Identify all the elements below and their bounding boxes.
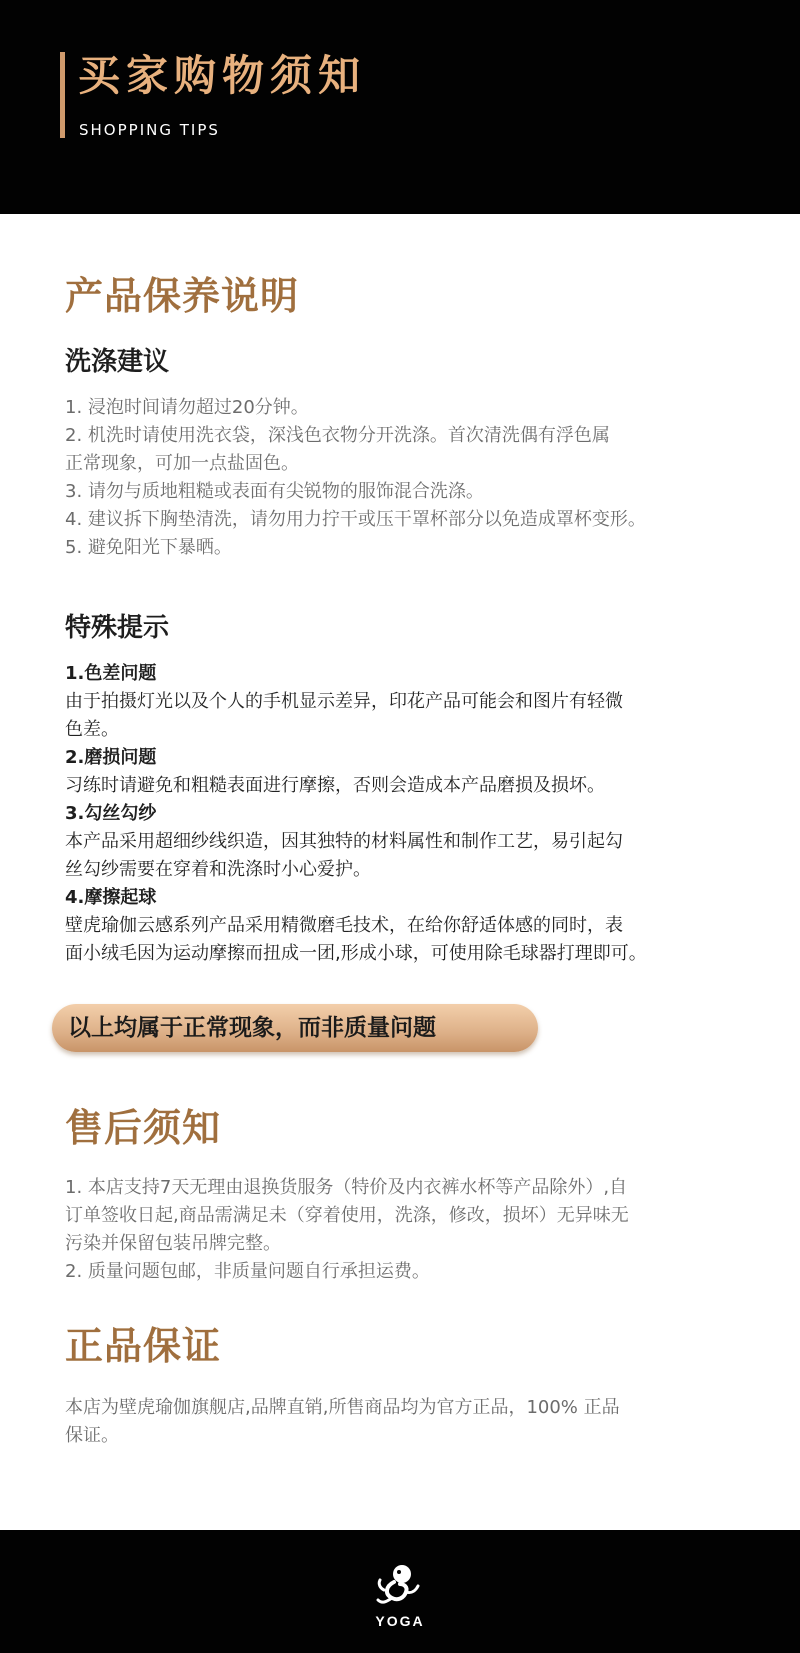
tip-text: 丝勾纱需要在穿着和洗涤时小心爱护。 [65,859,371,880]
tip-label: 1.色差问题 [65,663,157,684]
after-sales-line: 订单签收日起,商品需满足未（穿着使用，洗涤，修改，损坏）无异味无 [65,1205,629,1226]
normal-phenomenon-badge [52,1004,538,1052]
tip-text: 壁虎瑜伽云感系列产品采用精微磨毛技术，在给你舒适体感的同时，表 [65,915,623,936]
washing-line: 2. 机洗时请使用洗衣袋，深浅色衣物分开洗涤。首次清洗偶有浮色属 [65,425,610,446]
page-title: 买家购物须知 [78,51,367,100]
after-sales-line: 2. 质量问题包邮，非质量问题自行承担运费。 [65,1261,430,1282]
page-header [0,0,800,214]
washing-line: 3. 请勿与质地粗糙或表面有尖锐物的服饰混合洗涤。 [65,481,484,502]
special-tips-heading: 特殊提示 [65,613,170,643]
washing-line: 正常现象，可加一点盐固色。 [65,453,299,474]
page-subtitle: SHOPPING TIPS [79,121,220,139]
tip-label: 2.磨损问题 [65,747,157,768]
authentic-title: 正品保证 [65,1324,222,1368]
tip-text: 由于拍摄灯光以及个人的手机显示差异，印花产品可能会和图片有轻微 [65,691,623,712]
after-sales-title: 售后须知 [65,1106,222,1150]
washing-line: 4. 建议拆下胸垫清洗，请勿用力拧干或压干罩杯部分以免造成罩杯变形。 [65,509,646,530]
tip-text: 面小绒毛因为运动摩擦而扭成一团,形成小球，可使用除毛球器打理即可。 [65,943,647,964]
washing-line: 1. 浸泡时间请勿超过20分钟。 [65,397,309,418]
authentic-line: 本店为壁虎瑜伽旗舰店,品牌直销,所售商品均为官方正品，100% 正品 [65,1397,620,1418]
washing-heading: 洗涤建议 [65,347,170,377]
tip-text: 习练时请避免和粗糙表面进行摩擦，否则会造成本产品磨损及损坏。 [65,775,605,796]
title-accent-bar [60,52,65,138]
after-sales-line: 1. 本店支持7天无理由退换货服务（特价及内衣裤水杯等产品除外）,自 [65,1177,628,1198]
after-sales-line: 污染并保留包装吊牌完整。 [65,1233,281,1254]
normal-phenomenon-text: 以上均属于正常现象，而非质量问题 [68,1015,436,1041]
tip-text: 色差。 [65,719,119,740]
gecko-logo-icon [364,1560,436,1630]
care-section-title: 产品保养说明 [65,274,300,318]
logo-text: YOGA [375,1613,425,1629]
authentic-line: 保证。 [65,1425,119,1446]
tip-label: 3.勾丝勾纱 [65,803,157,824]
page-footer [0,1530,800,1653]
tip-text: 本产品采用超细纱线织造，因其独特的材料属性和制作工艺，易引起勾 [65,831,623,852]
washing-line: 5. 避免阳光下暴晒。 [65,537,232,558]
tip-label: 4.摩擦起球 [65,887,157,908]
